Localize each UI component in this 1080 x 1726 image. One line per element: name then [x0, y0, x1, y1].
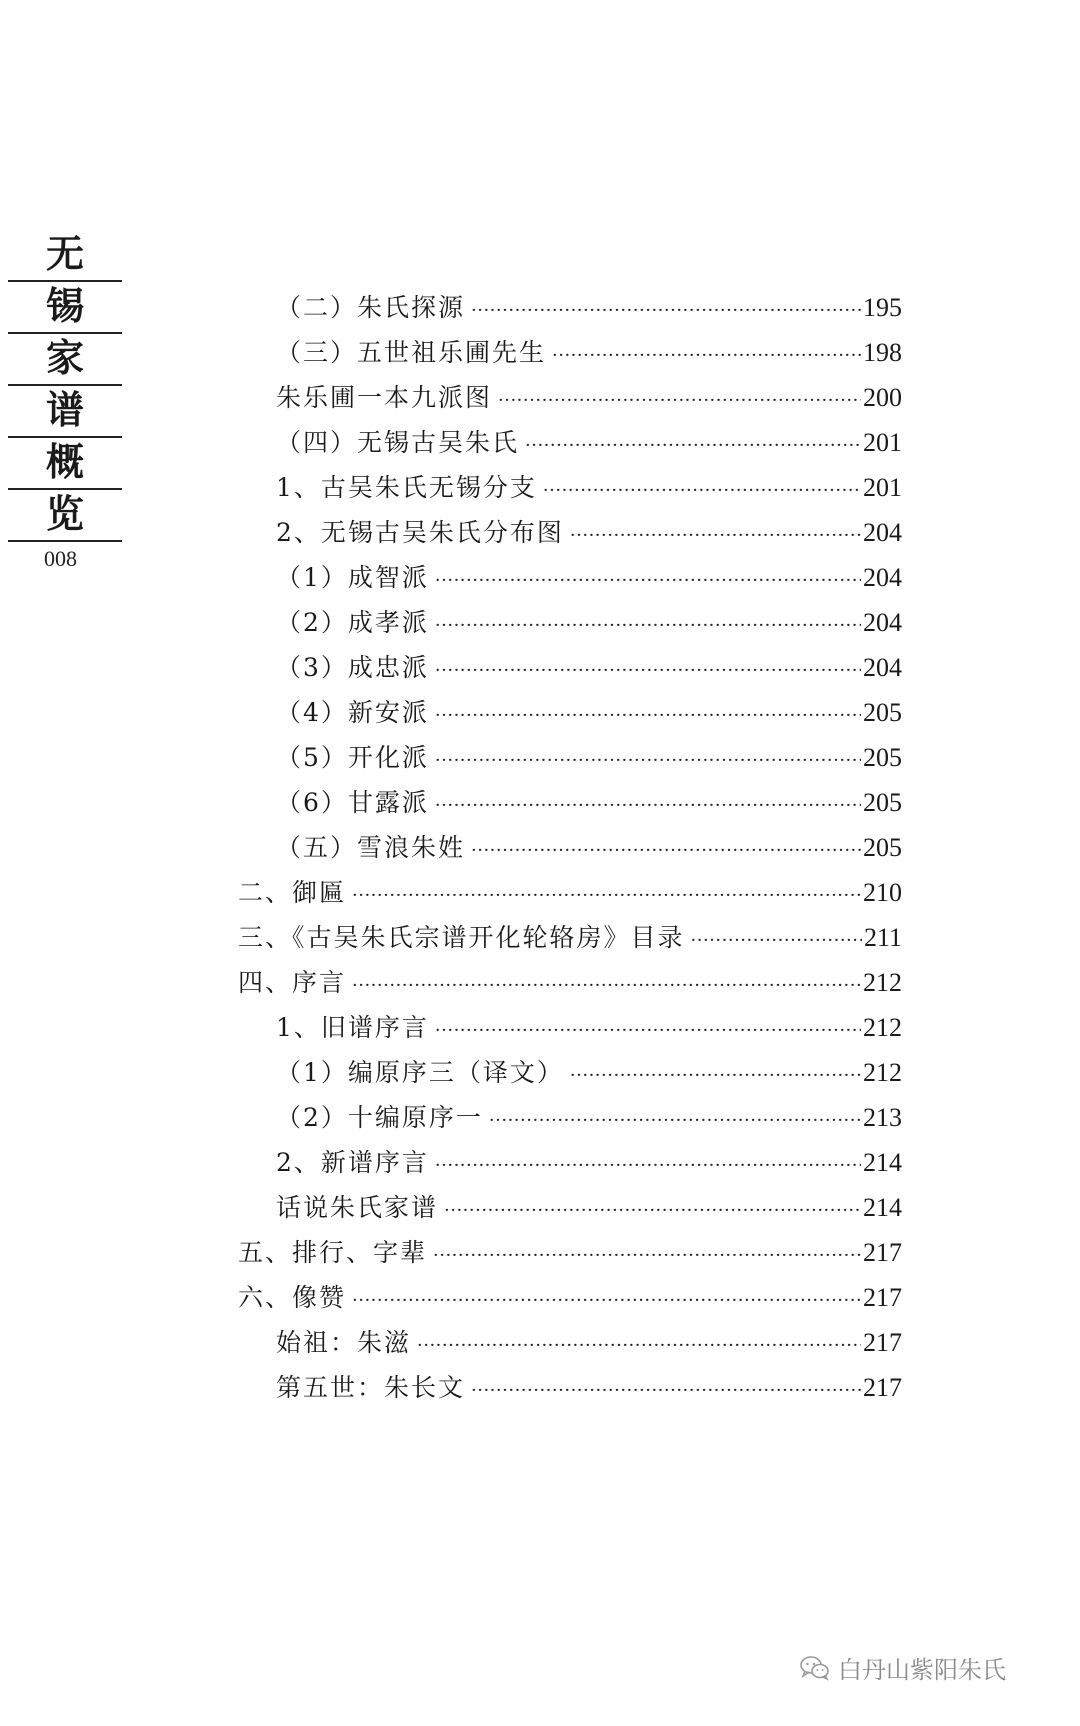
toc-entry[interactable]: [276, 558, 902, 598]
spine-char: 锡: [8, 282, 122, 334]
watermark-text: 白丹山紫阳朱氏: [838, 1656, 1006, 1684]
toc-dot-leader: [444, 1200, 861, 1221]
toc-page-number: 212: [863, 1058, 902, 1087]
toc-page-number: 205: [863, 743, 902, 772]
toc-label: （5）开化派: [276, 743, 429, 772]
spine-char: 无: [8, 230, 122, 282]
toc-label: （3）成忠派: [276, 653, 429, 682]
toc-entry[interactable]: [238, 963, 902, 1003]
spine-char: 家: [8, 334, 122, 386]
toc-page-number: 217: [863, 1283, 902, 1312]
toc-dot-leader: [471, 840, 861, 861]
toc-entry[interactable]: [276, 828, 902, 868]
toc-page-number: 212: [863, 1013, 902, 1042]
toc-page-number: 213: [863, 1103, 902, 1132]
toc-page-number: 205: [863, 788, 902, 817]
toc-label: （1）编原序三（译文）: [276, 1058, 564, 1087]
toc-entry[interactable]: [276, 738, 902, 778]
spine-char: 览: [8, 490, 122, 542]
toc-page-number: 217: [863, 1373, 902, 1402]
toc-entry[interactable]: [238, 1278, 902, 1318]
toc-entry[interactable]: [276, 693, 902, 733]
toc-entry[interactable]: [276, 783, 902, 823]
toc-entry[interactable]: [276, 288, 902, 328]
toc-entry[interactable]: [276, 1098, 902, 1138]
toc-dot-leader: [352, 1290, 861, 1311]
toc-entry[interactable]: [276, 423, 902, 463]
toc-entry[interactable]: [276, 333, 902, 373]
toc-entry[interactable]: [238, 873, 902, 913]
toc-dot-leader: [543, 480, 861, 501]
toc-dot-leader: [433, 1245, 861, 1266]
toc-page-number: 200: [863, 383, 902, 412]
toc-page-number: 204: [863, 608, 902, 637]
toc-dot-leader: [435, 750, 861, 771]
toc-page-number: 204: [863, 563, 902, 592]
toc-label: 六、像赞: [238, 1283, 347, 1312]
toc-entry[interactable]: [276, 513, 902, 553]
toc-label: （二）朱氏探源: [276, 293, 466, 322]
toc-dot-leader: [435, 705, 861, 726]
toc-label: 第五世：朱长文: [276, 1373, 466, 1402]
toc-label: 始祖：朱滋: [276, 1328, 412, 1357]
watermark: [800, 1650, 1006, 1685]
spine-char: 概: [8, 438, 122, 490]
toc-dot-leader: [435, 660, 861, 681]
toc-dot-leader: [435, 795, 861, 816]
toc-label: （2）十编原序一: [276, 1103, 483, 1132]
toc-page-number: 214: [863, 1193, 902, 1222]
toc-page-number: 211: [863, 923, 902, 952]
spine-title: [8, 230, 122, 542]
toc-entry[interactable]: [276, 468, 902, 508]
toc-dot-leader: [417, 1335, 861, 1356]
toc-dot-leader: [435, 570, 861, 591]
toc-page-number: 195: [863, 293, 902, 322]
toc-dot-leader: [352, 885, 861, 906]
toc-page-number: 217: [863, 1328, 902, 1357]
toc-dot-leader: [570, 525, 861, 546]
toc-label: （6）甘露派: [276, 788, 429, 817]
toc-page-number: 212: [863, 968, 902, 997]
toc-label: （三）五世祖乐圃先生: [276, 338, 547, 367]
toc-label: （1）成智派: [276, 563, 429, 592]
toc-entry[interactable]: [276, 648, 902, 688]
toc-dot-leader: [489, 1110, 861, 1131]
toc-label: （五）雪浪朱姓: [276, 833, 466, 862]
toc-entry[interactable]: [276, 603, 902, 643]
toc-label: 1、旧谱序言: [276, 1013, 429, 1042]
toc-page-number: 198: [863, 338, 902, 367]
toc-page-number: 214: [863, 1148, 902, 1177]
toc-entry[interactable]: [276, 1143, 902, 1183]
toc-label: 五、排行、字辈: [238, 1238, 428, 1267]
toc-page-number: 217: [863, 1238, 902, 1267]
toc-page-number: 210: [863, 878, 902, 907]
toc-dot-leader: [691, 930, 862, 951]
toc-dot-leader: [435, 1155, 861, 1176]
toc-label: 朱乐圃一本九派图: [276, 383, 493, 412]
toc-dot-leader: [352, 975, 861, 996]
toc-dot-leader: [552, 345, 861, 366]
toc-entry[interactable]: [276, 1053, 902, 1093]
toc-dot-leader: [498, 390, 861, 411]
toc-label: 2、新谱序言: [276, 1148, 429, 1177]
toc-page-number: 205: [863, 698, 902, 727]
toc-page-number: 204: [863, 653, 902, 682]
toc-label: 1、古吴朱氏无锡分支: [276, 473, 537, 502]
toc-label: （四）无锡古吴朱氏: [276, 428, 520, 457]
toc-dot-leader: [471, 300, 861, 321]
toc-label: 二、御匾: [238, 878, 347, 907]
spine-char: 谱: [8, 386, 122, 438]
toc-page-number: 204: [863, 518, 902, 547]
toc-dot-leader: [435, 1020, 861, 1041]
toc-label: 2、无锡古吴朱氏分布图: [276, 518, 564, 547]
toc-entry[interactable]: [276, 1323, 902, 1363]
toc-entry[interactable]: [238, 1233, 902, 1273]
toc-label: 四、序言: [238, 968, 347, 997]
toc-entry[interactable]: [276, 378, 902, 418]
toc-label: 三、《古吴朱氏宗谱开化轮辂房》目录: [238, 923, 685, 952]
toc-label: （4）新安派: [276, 698, 429, 727]
toc-page-number: 201: [863, 473, 902, 502]
toc-entry[interactable]: [276, 1188, 902, 1228]
toc-label: （2）成孝派: [276, 608, 429, 637]
toc-entry[interactable]: [276, 1368, 902, 1408]
toc-page-number: 201: [863, 428, 902, 457]
toc-label: 话说朱氏家谱: [276, 1193, 439, 1222]
toc-dot-leader: [471, 1380, 861, 1401]
toc-entry[interactable]: [276, 1008, 902, 1048]
wechat-icon: [800, 1655, 830, 1681]
toc-page-number: 205: [863, 833, 902, 862]
toc-dot-leader: [435, 615, 861, 636]
toc-entry[interactable]: [238, 918, 902, 958]
toc-dot-leader: [570, 1065, 861, 1086]
toc-dot-leader: [525, 435, 861, 456]
page-number: 008: [44, 546, 77, 571]
